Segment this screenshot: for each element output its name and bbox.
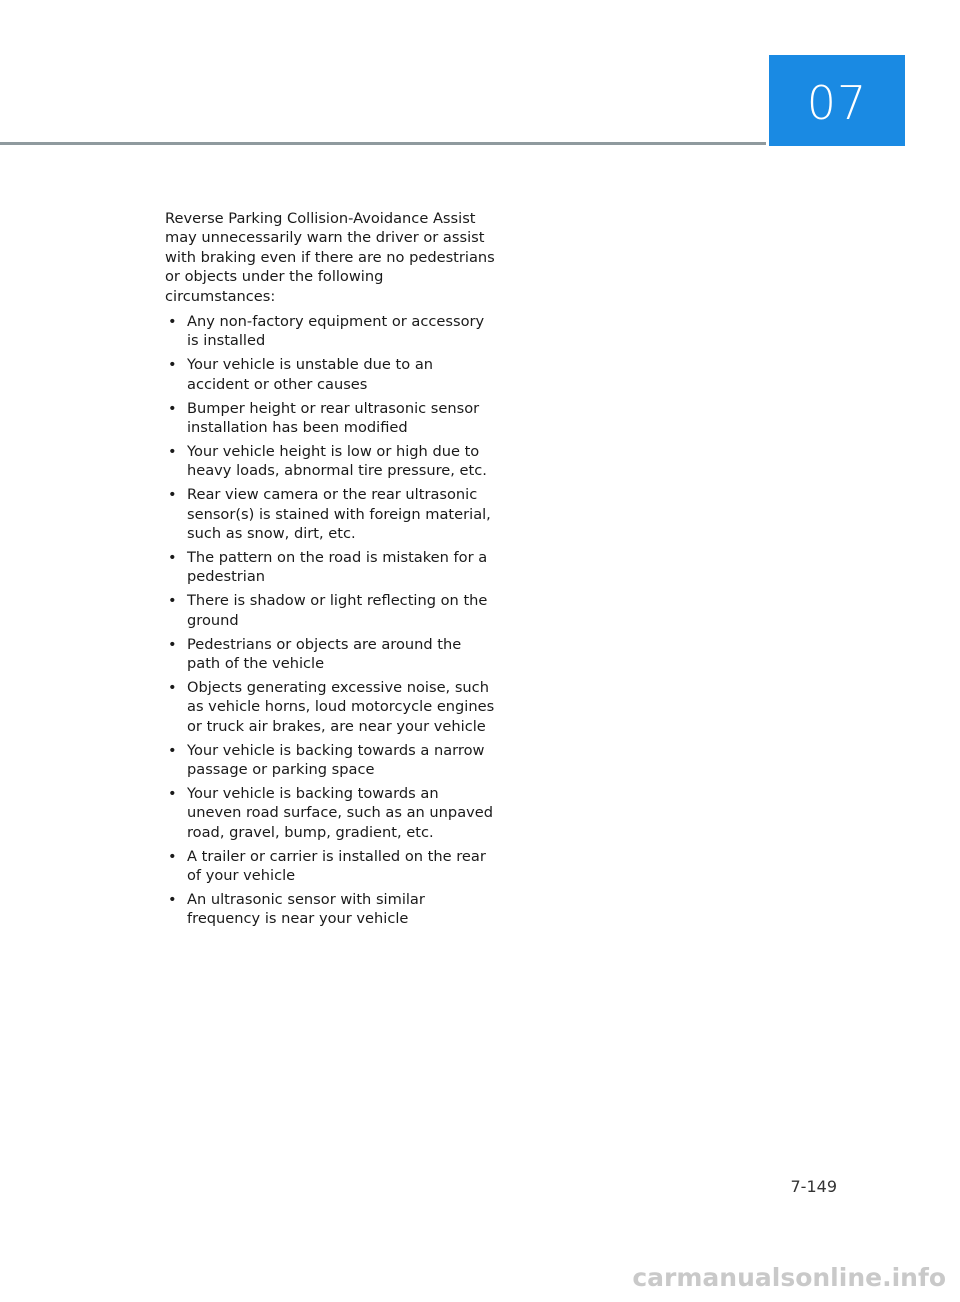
bullet-icon: • bbox=[168, 486, 177, 504]
page-number: 7-149 bbox=[790, 1177, 837, 1196]
watermark: carmanualsonline.info bbox=[632, 1263, 946, 1292]
list-item-text: Your vehicle is backing towards an uneven road surface, such as an unpaved road, gravel, bump, gradient, etc. bbox=[187, 784, 494, 841]
bullet-icon: • bbox=[168, 847, 177, 865]
bullet-icon: • bbox=[168, 442, 177, 460]
list-item bbox=[165, 847, 495, 886]
chapter-tab bbox=[769, 55, 905, 146]
header-rule bbox=[0, 142, 766, 145]
list-item-text: Rear view camera or the rear ultrasonic sensor(s) is stained with foreign material, such as snow, dirt, etc. bbox=[187, 486, 491, 543]
main-content bbox=[165, 209, 495, 933]
bullet-icon: • bbox=[168, 313, 177, 331]
list-item-text: Your vehicle is backing towards a narrow passage or parking space bbox=[187, 741, 485, 779]
list-item-text: A trailer or carrier is installed on the rear of your vehicle bbox=[187, 847, 486, 885]
list-item bbox=[165, 890, 495, 929]
intro-paragraph: Reverse Parking Collision-Avoidance Assist may unnecessarily warn the driver or assist with braking even if there are no pedestrians or objects under the following circumstances: bbox=[165, 210, 495, 305]
list-item bbox=[165, 312, 495, 351]
list-item bbox=[165, 741, 495, 780]
bullet-icon: • bbox=[168, 678, 177, 696]
list-item bbox=[165, 784, 495, 842]
list-item-text: There is shadow or light reflecting on the ground bbox=[187, 592, 488, 629]
bullet-icon: • bbox=[168, 399, 177, 417]
list-item bbox=[165, 591, 495, 630]
list-item bbox=[165, 399, 495, 438]
list-item-text: Your vehicle height is low or high due to heavy loads, abnormal tire pressure, etc. bbox=[187, 442, 487, 480]
bullet-icon: • bbox=[168, 635, 177, 653]
bullet-icon: • bbox=[168, 592, 177, 610]
list-item bbox=[165, 678, 495, 736]
list-item-text: The pattern on the road is mistaken for a pedestrian bbox=[187, 549, 488, 586]
list-item bbox=[165, 548, 495, 587]
list-item-text: Any non-factory equipment or accessory is installed bbox=[187, 313, 485, 350]
list-item-text: Bumper height or rear ultrasonic sensor installation has been modified bbox=[187, 399, 480, 437]
bullet-icon: • bbox=[168, 356, 177, 374]
list-item-text: Pedestrians or objects are around the path of the vehicle bbox=[187, 635, 462, 673]
list-item-text: An ultrasonic sensor with similar frequency is near your vehicle bbox=[187, 891, 425, 928]
list-item bbox=[165, 442, 495, 481]
list-item bbox=[165, 635, 495, 674]
list-item bbox=[165, 485, 495, 543]
bullet-icon: • bbox=[168, 549, 177, 566]
circumstances-list bbox=[165, 312, 495, 929]
bullet-icon: • bbox=[168, 741, 177, 759]
list-item-text: Your vehicle is unstable due to an accident or other causes bbox=[187, 356, 434, 393]
list-item bbox=[165, 355, 495, 394]
bullet-icon: • bbox=[168, 891, 177, 908]
chapter-number: 07 bbox=[806, 75, 868, 130]
bullet-icon: • bbox=[168, 784, 177, 802]
list-item-text: Objects generating excessive noise, such as vehicle horns, loud motorcycle engines or truck air brakes, are near your vehicle bbox=[187, 678, 495, 735]
